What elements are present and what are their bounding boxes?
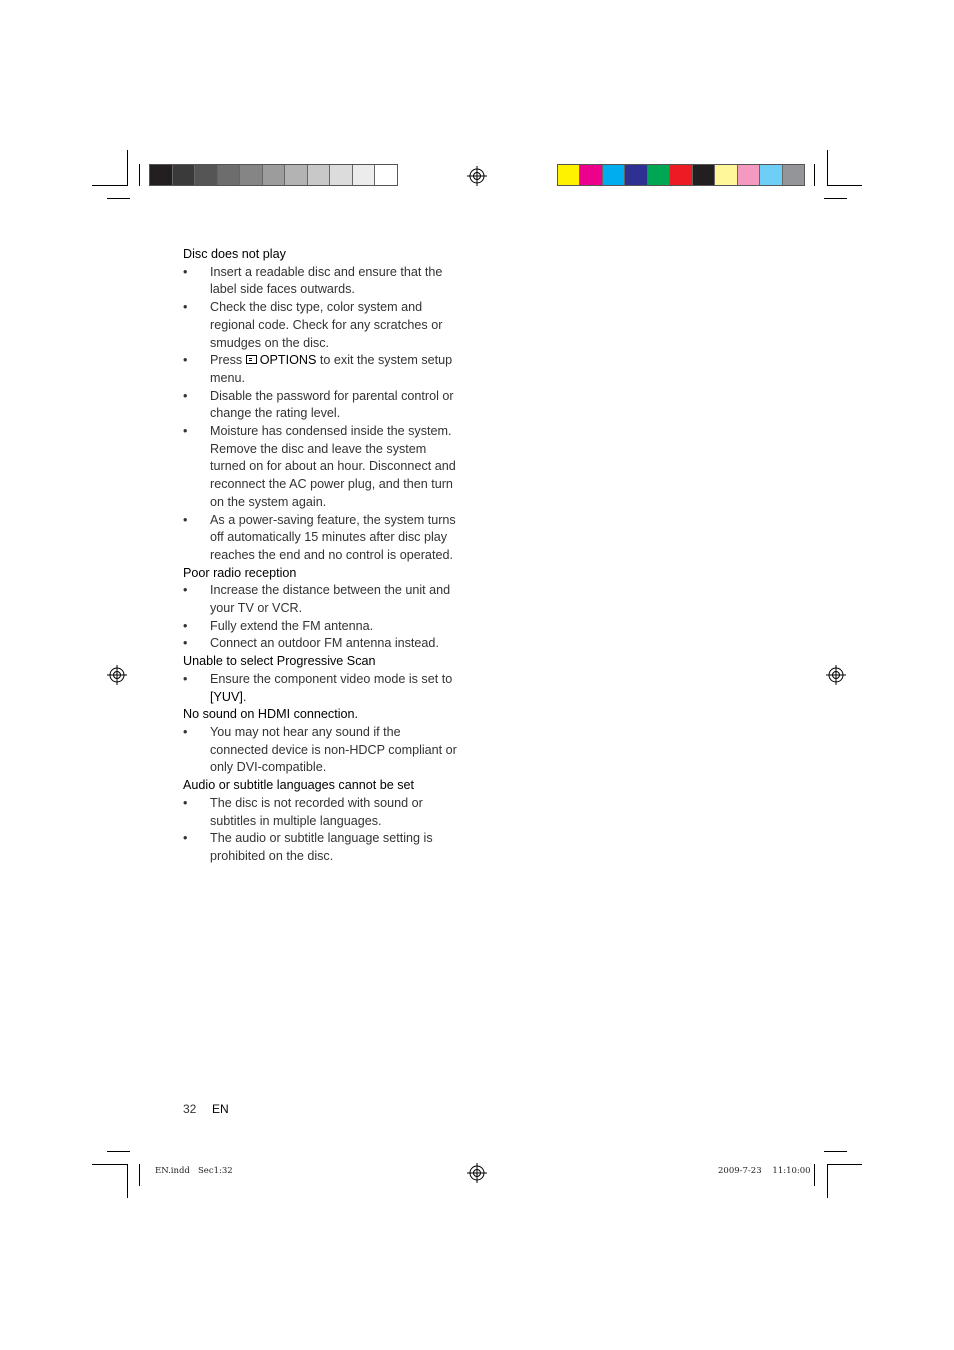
list-item: • As a power-saving feature, the system turns off automatically 15 minutes after disc play reaches the end and no control is operated. (183, 512, 461, 565)
list-item: • The audio or subtitle language setting is prohibited on the disc. (183, 830, 461, 865)
page-number: 32 (183, 1102, 197, 1116)
color-swatch (353, 165, 376, 185)
list-item: • Increase the distance between the unit and your TV or VCR. (183, 582, 461, 617)
disc-issues-list (183, 264, 461, 565)
color-swatch (150, 165, 173, 185)
color-swatch (580, 165, 602, 185)
crop-mark (127, 1164, 128, 1198)
list-item-text: Ensure the component video mode is set to (210, 671, 453, 686)
slug-file-info: EN.indd Sec1:32 (155, 1166, 233, 1176)
crop-mark (814, 164, 815, 186)
list-item: • Fully extend the FM antenna. (183, 618, 461, 636)
registration-mark-icon (826, 665, 846, 685)
list-item: • Moisture has condensed inside the system. Remove the disc and leave the system turned on for about an hour. Disconnect and reconnect the AC power plug, and then turn on the system again. (183, 423, 461, 512)
color-swatch (715, 165, 737, 185)
crop-mark (107, 1151, 130, 1152)
color-swatch (195, 165, 218, 185)
section-title-radio: Poor radio reception (183, 565, 297, 580)
section-title-progressive: Unable to select Progressive Scan (183, 654, 376, 669)
crop-mark (824, 1151, 847, 1152)
color-swatch (603, 165, 625, 185)
list-item: • The disc is not recorded with sound or subtitles in multiple languages. (183, 795, 461, 830)
list-item: • Check the disc type, color system and regional code. Check for any scratches or smudges on the disc. (183, 299, 461, 352)
options-key-icon (246, 355, 257, 364)
list-item (183, 352, 461, 387)
section-title-languages: Audio or subtitle languages cannot be set (183, 778, 415, 793)
crop-mark (107, 198, 130, 199)
color-swatch (308, 165, 331, 185)
yuv-mode-label: [YUV] (210, 689, 243, 704)
slug-timestamp: 2009-7-23 11:10:00 (718, 1166, 811, 1176)
section-title-disc: Disc does not play (183, 247, 286, 261)
registration-mark-icon (107, 665, 127, 685)
language-issues-list (183, 795, 461, 866)
color-swatch (670, 165, 692, 185)
list-item (183, 671, 461, 706)
crop-mark (827, 1164, 862, 1165)
color-swatch (330, 165, 353, 185)
color-swatch (760, 165, 782, 185)
list-item: • Insert a readable disc and ensure that the label side faces outwards. (183, 264, 461, 299)
grayscale-calibration-bar (149, 164, 398, 186)
progressive-issues-list (183, 671, 461, 706)
list-item-text: to exit the system setup menu. (210, 353, 453, 385)
crop-mark (92, 1164, 128, 1165)
list-item-text: . (242, 689, 247, 704)
troubleshooting-content (183, 246, 461, 866)
options-key-label: OPTIONS (259, 353, 317, 368)
radio-issues-list (183, 582, 461, 653)
color-swatch (648, 165, 670, 185)
color-swatch (263, 165, 286, 185)
color-swatch (783, 165, 804, 185)
section-title-hdmi: No sound on HDMI connection. (183, 707, 359, 722)
color-calibration-bar (557, 164, 805, 186)
language-code: EN (212, 1102, 229, 1116)
color-swatch (738, 165, 760, 185)
hdmi-issues-list (183, 724, 461, 777)
list-item-text: Press (210, 353, 246, 368)
color-swatch (218, 165, 241, 185)
color-swatch (240, 165, 263, 185)
registration-mark-icon (467, 166, 487, 186)
crop-mark (139, 164, 140, 186)
crop-mark (139, 1164, 140, 1186)
color-swatch (558, 165, 580, 185)
color-swatch (285, 165, 308, 185)
list-item: • You may not hear any sound if the connected device is non-HDCP compliant or only DVI-compatible. (183, 724, 461, 777)
crop-mark (127, 150, 128, 186)
crop-mark (827, 1164, 828, 1198)
list-item: • Disable the password for parental control or change the rating level. (183, 388, 461, 423)
crop-mark (827, 150, 828, 186)
list-item: • Connect an outdoor FM antenna instead. (183, 635, 461, 653)
color-swatch (693, 165, 715, 185)
crop-mark (824, 198, 847, 199)
crop-mark (814, 1164, 815, 1186)
crop-mark (92, 185, 128, 186)
registration-mark-icon (467, 1163, 487, 1183)
color-swatch (625, 165, 647, 185)
color-swatch (173, 165, 196, 185)
color-swatch (375, 165, 397, 185)
crop-mark (827, 185, 862, 186)
